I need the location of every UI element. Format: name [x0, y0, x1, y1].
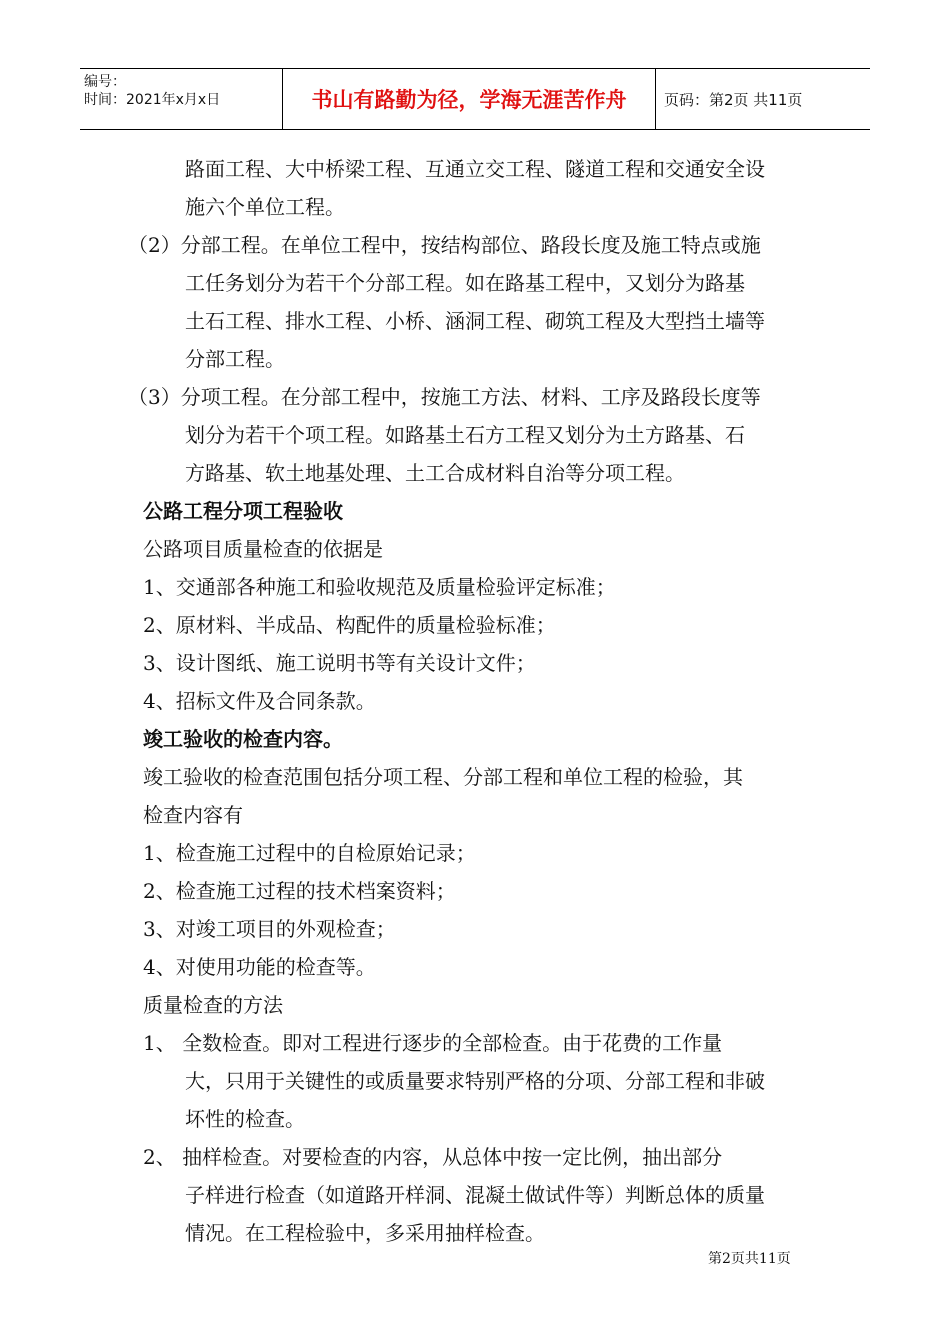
page-footer: 第2页共11页	[708, 1251, 791, 1267]
paragraph-line: 检查内容有	[143, 803, 243, 827]
header-meta	[84, 73, 220, 109]
list-item: 3、对竣工项目的外观检查；	[143, 917, 396, 941]
section-heading: 竣工验收的检查内容。	[143, 727, 343, 751]
paragraph-line: 路面工程、大中桥梁工程、互通立交工程、隧道工程和交通安全设	[185, 157, 765, 181]
doc-time-label: 时间：2021年x月x日	[84, 92, 221, 108]
paragraph-line: 工任务划分为若干个分部工程。如在路基工程中，又划分为路基	[185, 271, 745, 295]
list-item: 2、 抽样检查。对要检查的内容，从总体中按一定比例，抽出部分	[143, 1145, 723, 1169]
paragraph-line: 坏性的检查。	[185, 1107, 305, 1131]
paragraph-line: （2）分部工程。在单位工程中，按结构部位、路段长度及施工特点或施	[128, 233, 761, 257]
doc-number-label: 编号：	[84, 74, 126, 90]
paragraph-line: （3）分项工程。在分部工程中，按施工方法、材料、工序及路段长度等	[128, 385, 761, 409]
list-item: 4、招标文件及合同条款。	[143, 689, 376, 713]
list-item: 3、设计图纸、施工说明书等有关设计文件；	[143, 651, 536, 675]
paragraph-line: 分部工程。	[185, 347, 285, 371]
paragraph-line: 施六个单位工程。	[185, 195, 345, 219]
list-item: 1、检查施工过程中的自检原始记录；	[143, 841, 476, 865]
paragraph-line: 公路项目质量检查的依据是	[143, 537, 383, 561]
list-item: 4、对使用功能的检查等。	[143, 955, 376, 979]
paragraph-line: 情况。在工程检验中，多采用抽样检查。	[185, 1221, 545, 1245]
paragraph-line: 竣工验收的检查范围包括分项工程、分部工程和单位工程的检验，其	[143, 765, 743, 789]
list-item: 2、原材料、半成品、构配件的质量检验标准；	[143, 613, 556, 637]
page-header	[80, 68, 870, 130]
header-page-label: 页码：第2页 共11页	[664, 90, 803, 109]
paragraph-line: 方路基、软土地基处理、土工合成材料自治等分项工程。	[185, 461, 685, 485]
list-item: 2、检查施工过程的技术档案资料；	[143, 879, 456, 903]
section-heading: 公路工程分项工程验收	[143, 499, 343, 523]
list-item: 1、 全数检查。即对工程进行逐步的全部检查。由于花费的工作量	[143, 1031, 723, 1055]
paragraph-line: 子样进行检查（如道路开样洞、混凝土做试件等）判断总体的质量	[185, 1183, 765, 1207]
header-motto: 书山有路勤为径，学海无涯苦作舟	[282, 69, 656, 129]
list-item: 1、交通部各种施工和验收规范及质量检验评定标准；	[143, 575, 616, 599]
paragraph-line: 质量检查的方法	[143, 993, 283, 1017]
paragraph-line: 划分为若干个项工程。如路基土石方工程又划分为土方路基、石	[185, 423, 745, 447]
paragraph-line: 土石工程、排水工程、小桥、涵洞工程、砌筑工程及大型挡土墙等	[185, 309, 765, 333]
paragraph-line: 大，只用于关键性的或质量要求特别严格的分项、分部工程和非破	[185, 1069, 765, 1093]
